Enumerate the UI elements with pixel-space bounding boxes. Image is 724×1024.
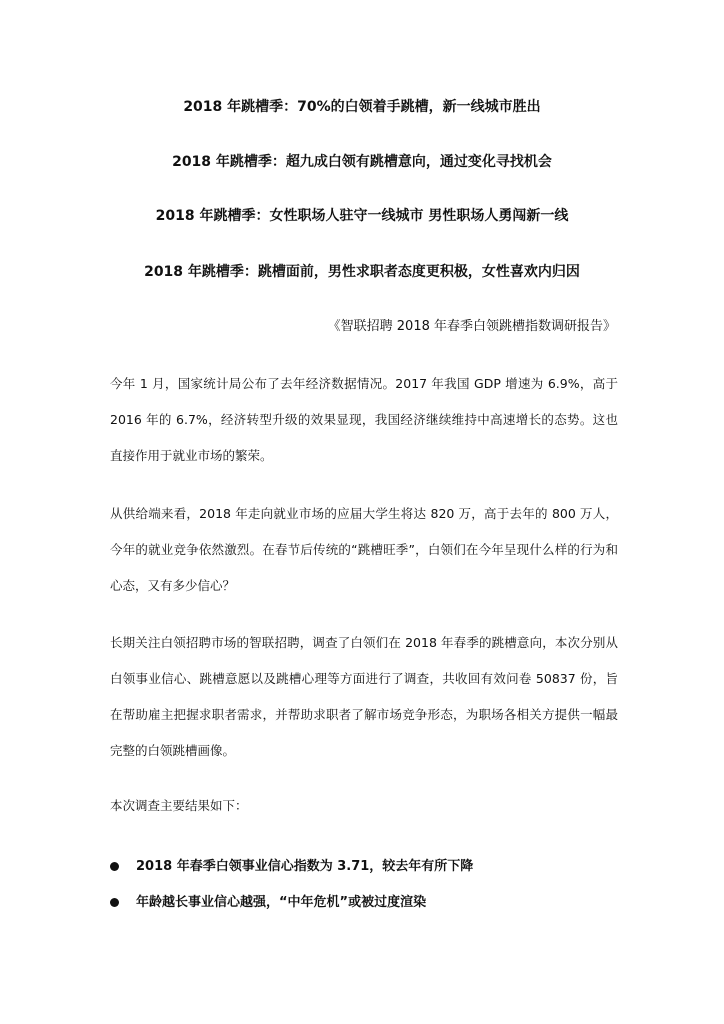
headline-1: 2018 年跳槽季：70%的白领着手跳槽，新一线城市胜出 xyxy=(183,99,541,115)
headline-2: 2018 年跳槽季：超九成白领有跳槽意向，通过变化寻找机会 xyxy=(172,154,552,170)
report-source: 《智联招聘 2018 年春季白领跳槽指数调研报告》 xyxy=(327,319,616,334)
list-item-text: 2018 年春季白领事业信心指数为 3.71，较去年有所下降 xyxy=(136,859,474,874)
paragraph-survey: 长期关注白领招聘市场的智联招聘，调查了白领们在 2018 年春季的跳槽意向，本次分别从白领事业信心、跳槽意愿以及跳槽心理等方面进行了调查，共收回有效问卷 50837 份，旨在帮助雇主把握求职者需求，并帮助求职者了解市场竞争形态，为职场各相关方提供一幅最完整的白领跳槽画像。 xyxy=(110,635,618,758)
bullet-icon xyxy=(110,898,119,907)
paragraph-results-intro: 本次调查主要结果如下： xyxy=(110,798,248,813)
bullet-icon xyxy=(110,862,119,871)
headline-4: 2018 年跳槽季：跳槽面前，男性求职者态度更积极，女性喜欢内归因 xyxy=(144,264,580,280)
paragraph-supply: 从供给端来看，2018 年走向就业市场的应届大学生将达 820 万，高于去年的 800 万人，今年的就业竞争依然激烈。在春节后传统的“跳槽旺季”，白领们在今年呈现什么样的行为和心态，又有多少信心？ xyxy=(110,506,618,593)
paragraph-economy: 今年 1 月，国家统计局公布了去年经济数据情况。2017 年我国 GDP 增速为 6.9%，高于 2016 年的 6.7%，经济转型升级的效果显现，我国经济继续维持中高速增长的态势。这也直接作用于就业市场的繁荣。 xyxy=(110,376,618,463)
headline-3: 2018 年跳槽季：女性职场人驻守一线城市 男性职场人勇闯新一线 xyxy=(155,208,569,224)
list-item-text: 年龄越长事业信心越强，“中年危机”或被过度渲染 xyxy=(136,895,427,910)
